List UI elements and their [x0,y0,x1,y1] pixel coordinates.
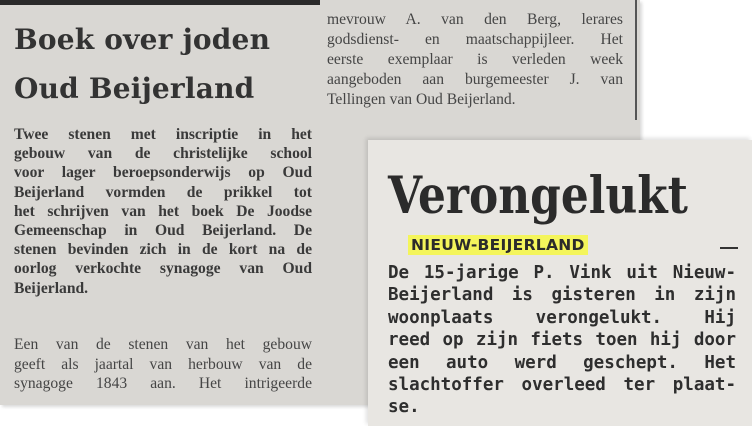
article-line: woonplaats verongelukt. Hij [388,307,736,328]
newspaper-clipping-verongelukt [368,140,752,426]
lead-line: gebouw van de christelijke school [14,145,312,163]
column-rule [635,0,637,120]
top-rule [0,0,320,5]
body-line: synagoge 1843 aan. Het intrigeerde [14,375,312,393]
headline-verongelukt: Verongelukt [388,166,688,226]
article-line: se. [388,397,420,418]
lead-line: Twee stenen met inscriptie in het [14,126,312,143]
column2-line: eerste exemplaar is verleden week [327,51,623,68]
lead-line: oorlog verkochte synagoge van Oud [14,260,312,278]
second-column [327,10,623,110]
article-line: slachtoffer overleed ter plaat- [388,375,736,396]
lead-paragraph [14,125,312,298]
lead-line: Gemeenschap in Oud Beijerland. De [14,222,312,240]
body-paragraph [14,335,312,394]
column2-line: aangeboden aan burgemeester J. van [327,71,623,88]
column2-line: Tellingen van Oud Beijerland. [327,91,516,108]
article-line: Beijerland is gisteren in zijn [388,285,736,306]
lead-line: Beijerland. [14,279,89,297]
article-line: een auto werd geschept. Het [388,352,736,373]
lead-line: voor lager beroepsonderwijs op Oud [14,164,312,182]
lead-line: het schrijven van het boek De Joodse [14,202,312,220]
article-line: reed op zijn fiets toen hij door [388,330,736,351]
dateline-dash [720,247,738,249]
lead-line: stenen bevinden zich in de kort na de [14,241,312,259]
column2-line: godsdienst- en maatschappijleer. Het [327,31,623,48]
body-line: Een van de stenen van het gebouw [14,336,312,353]
article-line: De 15-jarige P. Vink uit Nieuw- [388,263,736,283]
body-line: geeft als jaartal van herbouw van de [14,355,312,373]
dateline-highlighted: NIEUW-BEIJERLAND [408,235,588,255]
column2-line: mevrouw A. van den Berg, lerares [327,11,623,28]
article-body [388,262,736,419]
headline-line-2: Oud Beijerland [14,72,255,105]
headline-line-1: Boek over joden [14,23,271,56]
lead-line: Beijerland vormden de prikkel tot [14,183,312,201]
